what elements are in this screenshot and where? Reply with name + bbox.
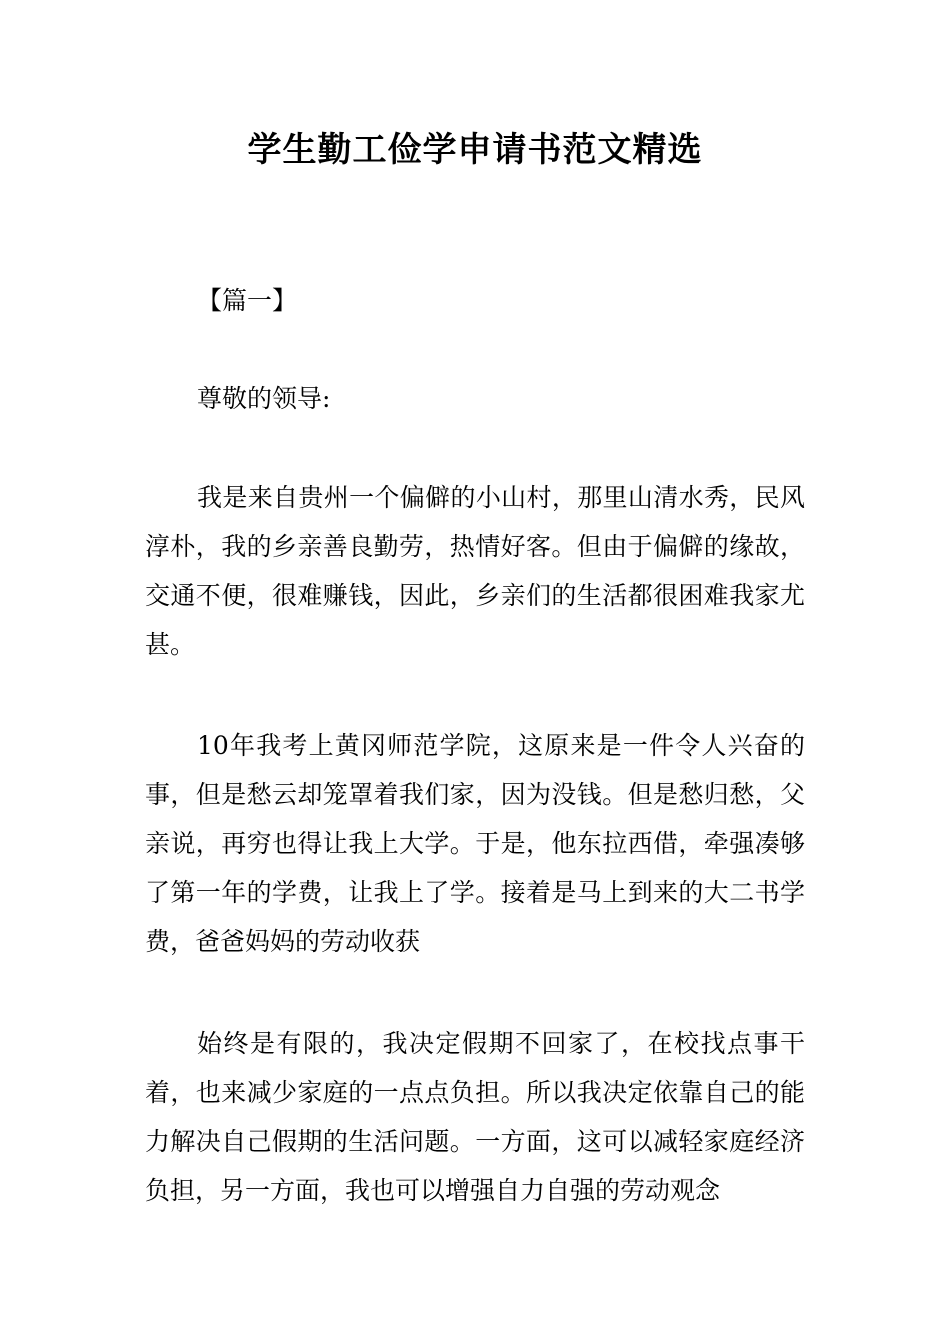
document-title: 学生勤工俭学申请书范文精选 bbox=[247, 130, 703, 170]
body-paragraph-3: 始终是有限的，我决定假期不回家了，在校找点事干着，也来减少家庭的一点点负担。所以我决定依靠自己的能力解决自己假期的生活问题。一方面，这可以减轻家庭经济负担，另一方面，我也可以增强自力自强的劳动观念 bbox=[145, 1029, 805, 1205]
body-paragraph-2: 10年我考上黄冈师范学院，这原来是一件令人兴奋的事，但是愁云却笼罩着我们家，因为没钱。但是愁归愁，父亲说，再穷也得让我上大学。于是，他东拉西借，牵强凑够了第一年的学费，让我上了学。接着是马上到来的大二书学费，爸爸妈妈的劳动收获 bbox=[145, 731, 805, 956]
section-heading: 【篇一】 bbox=[197, 286, 298, 315]
body-paragraph-1: 我是来自贵州一个偏僻的小山村，那里山清水秀，民风淳朴，我的乡亲善良勤劳，热情好客。但由于偏僻的缘故，交通不便，很难赚钱，因此，乡亲们的生活都很困难我家尤甚。 bbox=[145, 483, 805, 659]
salutation: 尊敬的领导: bbox=[197, 384, 331, 413]
